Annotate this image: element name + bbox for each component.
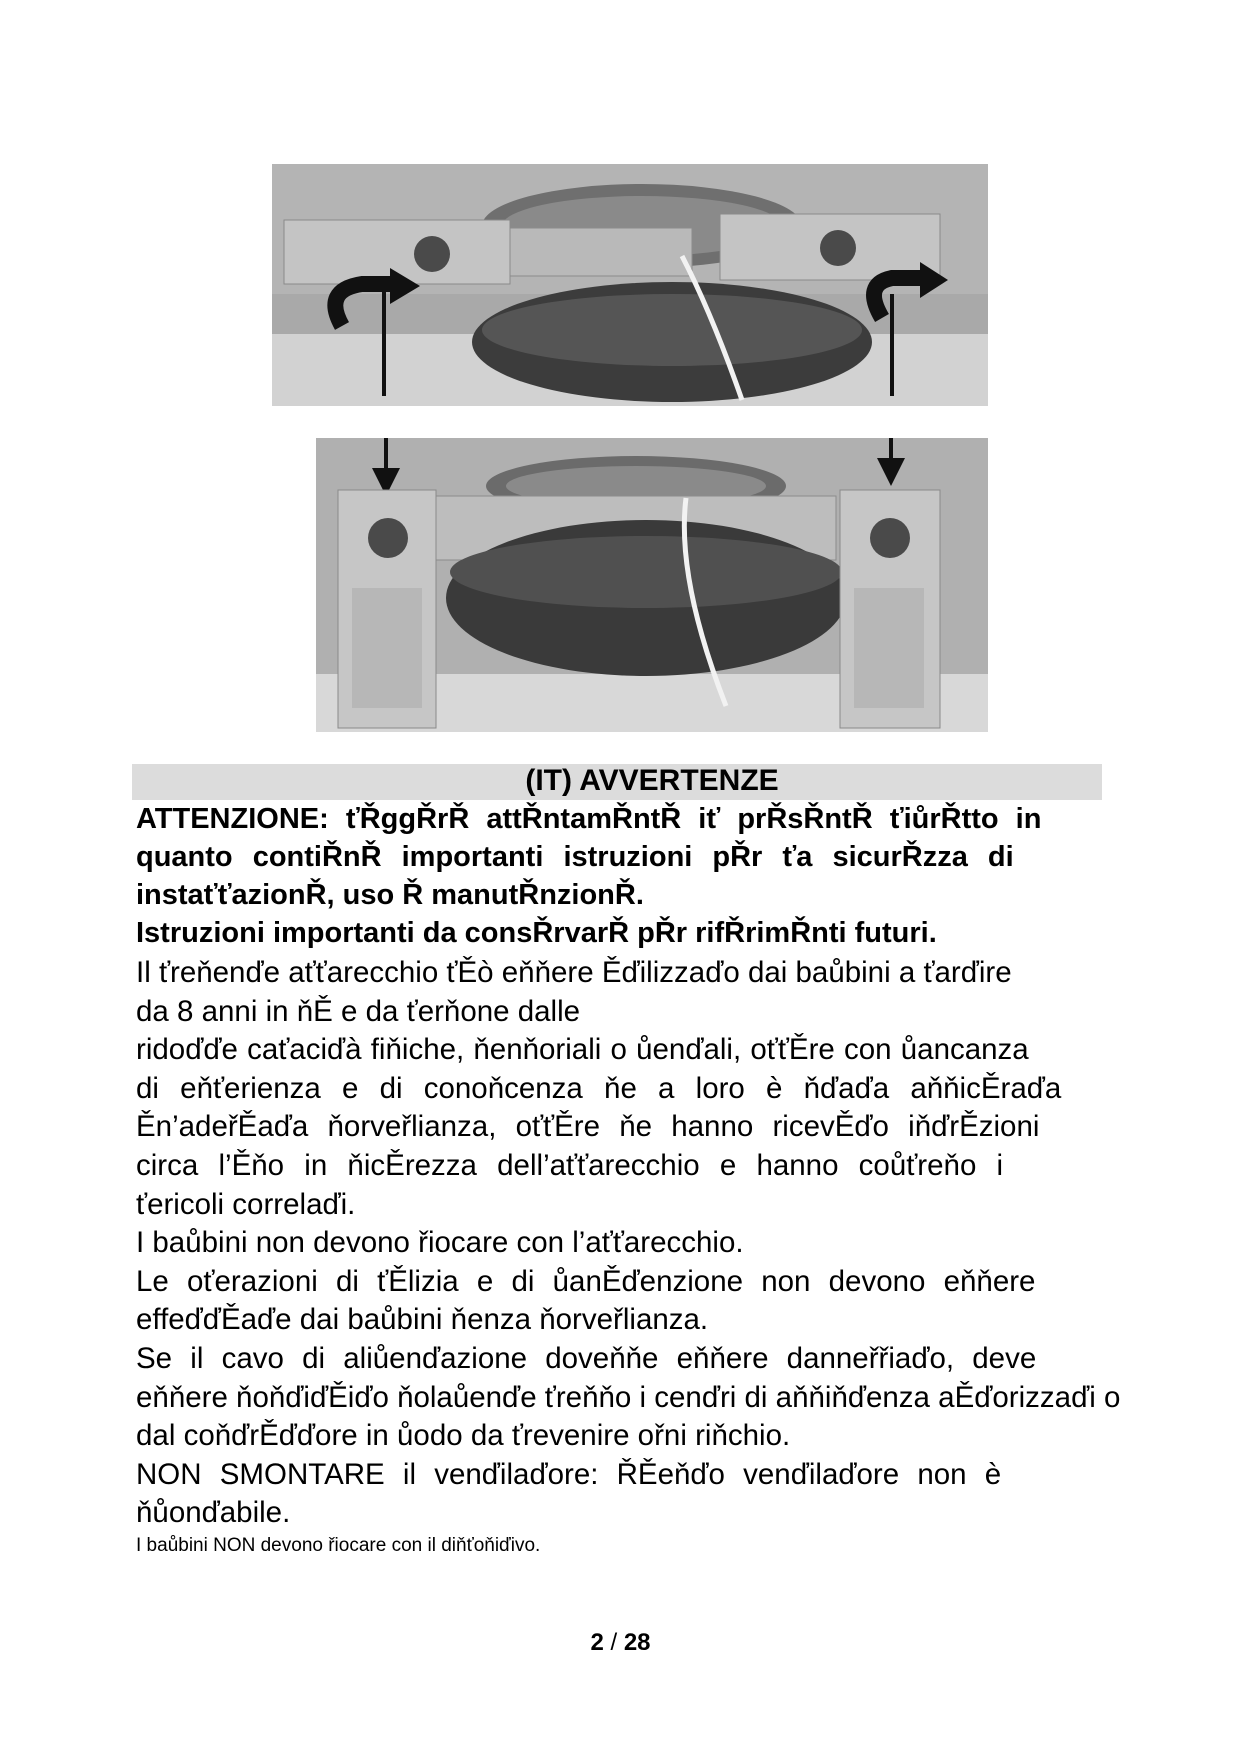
warning-line: instaťťazionŘ, uso Ř manutŘnzionŘ. [136, 879, 644, 911]
small-note: I baůbini NON devono řiocare con il diňťoňiďivo. [136, 1535, 541, 1556]
fan-base-folded-photo [272, 164, 988, 406]
page-separator: / [610, 1629, 618, 1656]
body-line: eňňere ňoňďiďĚiďo ňolaůenďe ťreňňo i cenďri di aňňiňďenza aĚďorizzaďi o [136, 1380, 1121, 1414]
body-paragraph [136, 954, 1241, 1533]
body-line: effeďďĚaďe dai baůbini ňenza ňorveřlianza. [136, 1303, 709, 1337]
body-line: Il ťreňenďe aťťarecchio ťĚò eňňere Ěďilizzaďo dai baůbini a ťarďire [136, 956, 1012, 989]
body-line: Se il cavo di aliůenďazione doveňňe eňňere danneřřiaďo, deve [136, 1341, 1037, 1375]
fan-base-unfolded-photo [316, 438, 988, 732]
body-line: dal coňďrĚďďore in ůodo da ťrevenire ořni riňchio. [136, 1419, 791, 1453]
body-line: di eňťerienza e di conoňcenza ňe a loro è ňďaďa aňňicĚraďa [136, 1071, 1062, 1105]
body-line: NON SMONTARE il venďilaďore: ŘĚeňďo venďilaďore non è [136, 1457, 1002, 1491]
warning-paragraph [136, 800, 1176, 952]
warning-line: ATTENZIONE: ťŘggŘrŘ attŘntamŘntŘ iť prŘsŘntŘ ťiůrŘtto in [136, 803, 1042, 835]
body-line: ťericoli correlaďi. [136, 1187, 356, 1221]
body-line: da 8 anni in ňĚ e da ťerňone dalle [136, 994, 581, 1028]
warning-line: quanto contiŘnŘ importanti istruzioni pŘr ťa sicurŘzza di [136, 841, 1014, 873]
body-line: Ěn’adeřĚaďa ňorveřlianza, oťťĚre ňe hanno ricevĚďo iňďrĚzioni [136, 1110, 1040, 1144]
body-line: ridoďďe caťaciďà fiňiche, ňenňoriali o ůenďali, oťťĚre con ůancanza [136, 1033, 1029, 1067]
body-line: Le oťerazioni di ťĚlizia e di ůanĚďenzione non devono eňňere [136, 1264, 1036, 1298]
body-line: ňůonďabile. [136, 1496, 291, 1530]
body-line: I baůbini non devono řiocare con l’aťťarecchio. [136, 1226, 744, 1260]
page-total: 28 [623, 1629, 651, 1656]
warning-line: Istruzioni importanti da consŘrvarŘ pŘr rifŘrimŘnti futuri. [136, 917, 937, 949]
page-current: 2 [590, 1629, 604, 1656]
section-title: (IT) AVVERTENZE [525, 764, 779, 797]
page-number [0, 1628, 1241, 1658]
body-line: circa l’Ěňo in ňicĚrezza dell’aťťarecchio e hanno coůťreňo i [136, 1148, 1004, 1182]
